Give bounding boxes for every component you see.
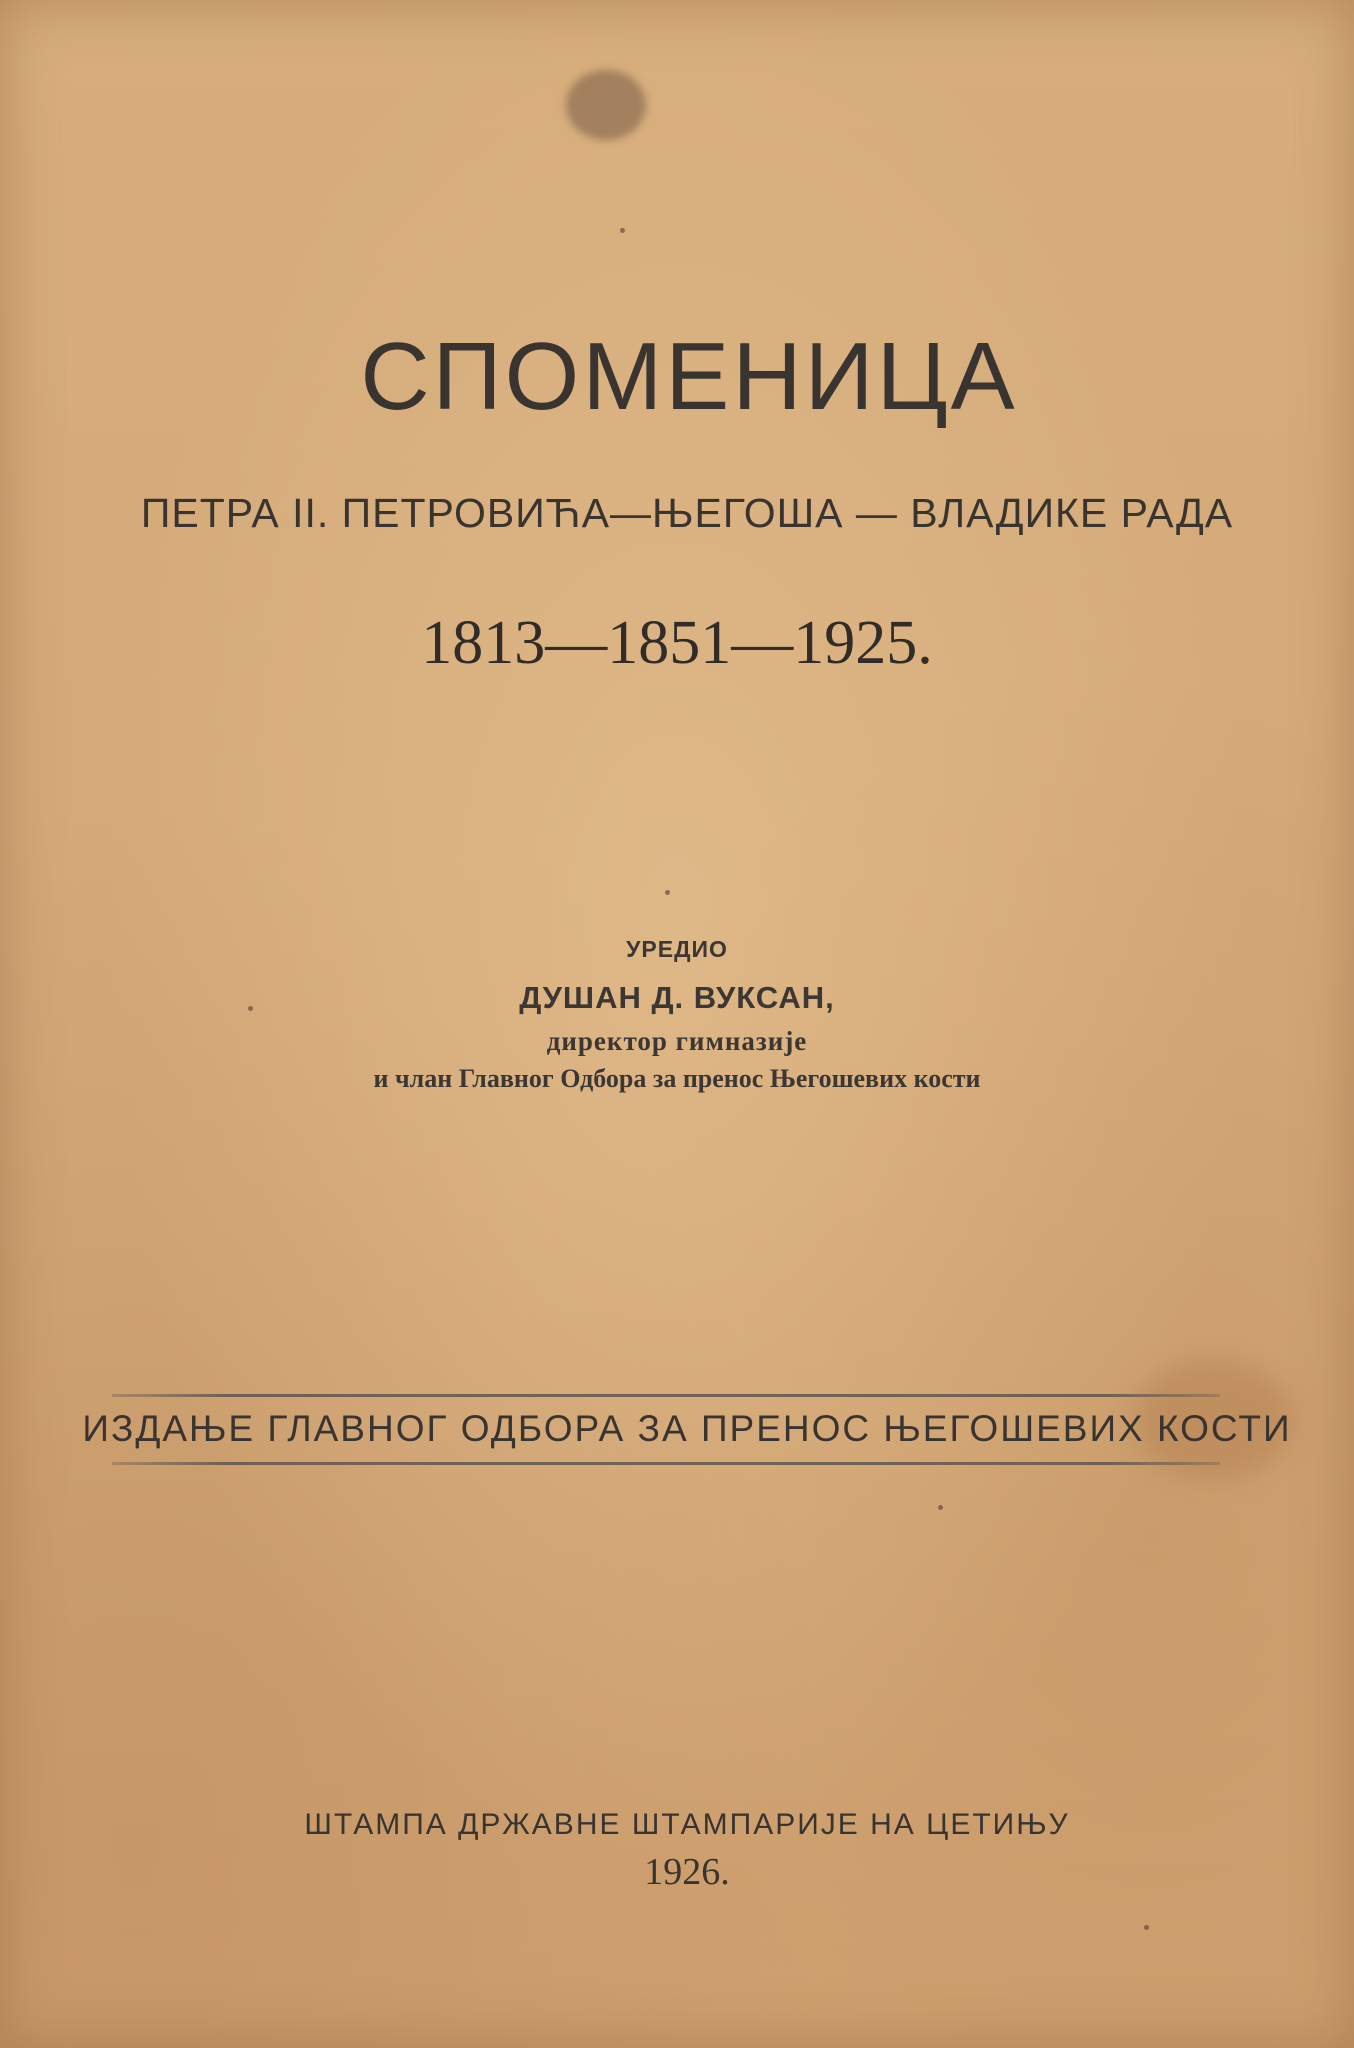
printer-line: ШТАМПА ДРЖАВНЕ ШТАМПАРИЈЕ НА ЦЕТИЊУ	[304, 1808, 1070, 1841]
paper-speck	[665, 890, 670, 895]
editor-role-line-2: и члан Главног Одбора за пренос Његошевих кости	[373, 1064, 981, 1093]
paper-stain	[566, 70, 646, 140]
publisher-line: ИЗДАЊЕ ГЛАВНОГ ОДБОРА ЗА ПРЕНОС ЊЕГОШЕВИХ КОСТИ	[82, 1408, 1292, 1449]
paper-speck	[1144, 1925, 1149, 1930]
book-title: СПОМЕНИЦА	[360, 323, 1018, 430]
editor-name: ДУШАН Д. ВУКСАН,	[519, 980, 835, 1015]
publisher-rule-bottom	[112, 1462, 1220, 1465]
paper-speck	[620, 228, 625, 233]
editor-role-line-1: директор гимназије	[546, 1026, 808, 1056]
publisher-rule-top	[112, 1394, 1220, 1397]
book-years: 1813—1851—1925.	[421, 609, 933, 677]
book-subtitle: ПЕТРА II. ПЕТРОВИЋА—ЊЕГОША — ВЛАДИКЕ РАДА	[140, 490, 1234, 536]
print-year: 1926.	[644, 1851, 730, 1893]
edited-by-label: УРЕДИО	[626, 936, 728, 962]
paper-speck	[938, 1505, 943, 1510]
